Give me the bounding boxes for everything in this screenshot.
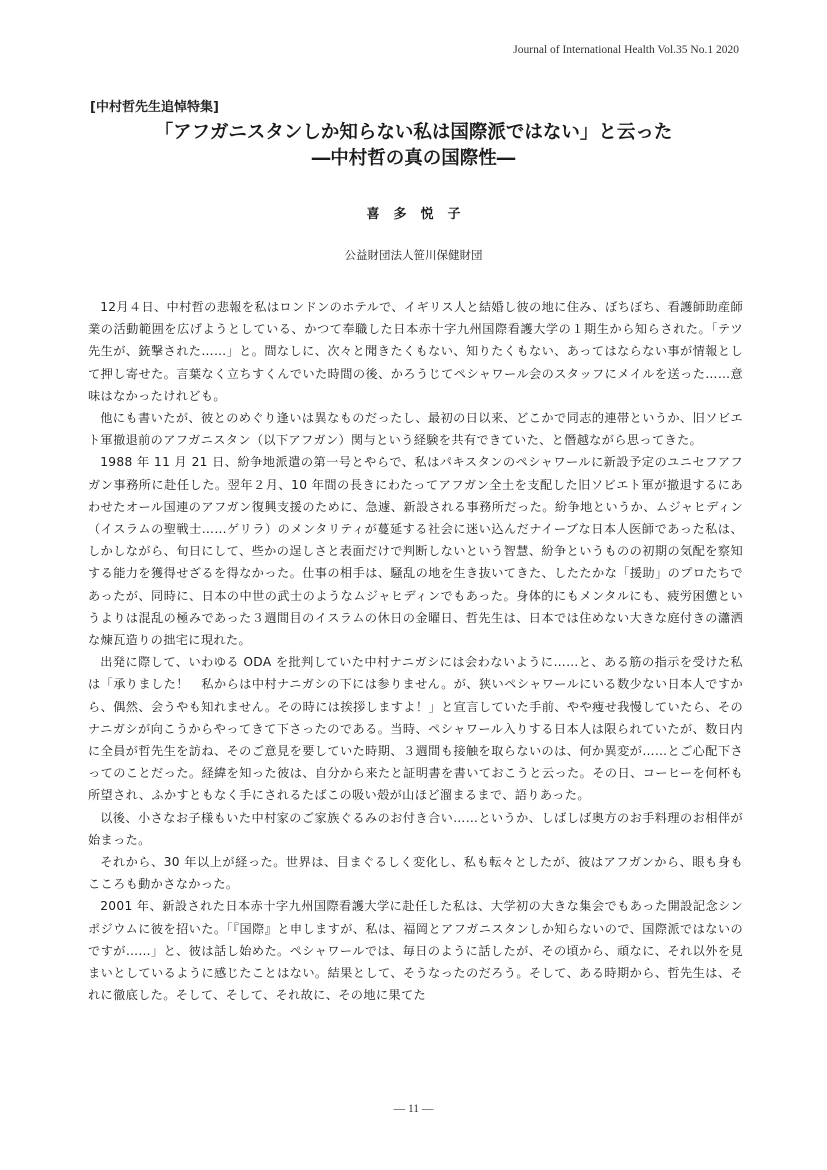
paragraph: 2001 年、新設された日本赤十字九州国際看護大学に赴任した私は、大学初の大きな集会でもあった開設記念シンポジウムに彼を招いた。「『国際』と申しますが、私は、福岡とアフガニスタンしか知らないので、国際派ではないのですが……」と、彼は話し始めた。ペシャワールでは、毎日のように話したが、その頃から、頑なに、それ以外を見まいとしているように感じたことはない。結果として、そうなったのだろう。そして、ある時期から、哲先生は、それに徹底した。そして、そして、それ故に、その地に果てた	[88, 899, 743, 1003]
paragraph: 12月４日、中村哲の悲報を私はロンドンのホテルで、イギリス人と結婚し彼の地に住み、ぼちぼち、看護師助産師業の活動範囲を広げようとしている、かつて奉職した日本赤十字九州国際看護大学の１期生から知らされた。「テツ先生が、銃撃された……」と。間なしに、次々と聞きたくもない、知りたくもない、あってはならない事が情報として押し寄せた。言葉なく立ちすくんでいた時間の後、かろうじてペシャワール会のスタッフにメイルを送った……意味はなかったけれども。	[88, 300, 743, 403]
author-name: 喜多悦子	[366, 207, 475, 222]
paragraph: 出発に際して、いわゆる ODA を批判していた中村ナニガシには会わないように……と、ある筋の指示を受けた私は「承りました！ 私からは中村ナニガシの下には参りません。が、狭いペシャワールにいる数少ない日本人ですから、偶然、会うやも知れません。その時には挨拶しますよ！」と宣言していた手前、やや痩せ我慢していたら、そのナニガシが向こうからやってきて下さったのである。当時、ペシャワール入りする日本人は限られていたが、数日内に全員が哲先生を訪ね、そのご意見を要していた時期、３週間も接触を取らないのは、何か異変が……とご心配下さってのことだった。経緯を知った彼は、自分から来たと証明書を書いておこうと云った。その日、コーヒーを何杯も所望され、ふかすともなく手にされるたばこの吸い殻が山ほど溜まるまで、語りあった。	[88, 655, 743, 803]
paragraph: 以後、小さなお子様もいた中村家のご家族ぐるみのお付き合い……というか、しばしば奥方のお手料理のお相伴が始まった。	[88, 810, 743, 847]
section-tag: [中村哲先生追悼特集]	[90, 100, 219, 115]
page-number: ― 11 ―	[393, 1103, 434, 1115]
article-title	[0, 120, 827, 172]
paragraph: それから、30 年以上が経った。世界は、目まぐるしく変化し、私も転々としたが、彼はアフガンから、眼も身もこころも動かさなかった。	[88, 855, 743, 892]
journal-header: Journal of International Health Vol.35 No.1 2020	[513, 44, 739, 56]
title-line-2: ―中村哲の真の国際性―	[311, 148, 516, 169]
title-line-1: 「アフガニスタンしか知らない私は国際派ではない」と云った	[154, 122, 673, 143]
author-affiliation: 公益財団法人笹川保健財団	[344, 248, 483, 262]
paragraph: 他にも書いたが、彼とのめぐり逢いは異なものだったし、最初の日以来、どこかで同志的連帯というか、旧ソビエト軍撤退前のアフガニスタン（以下アフガン）関与という経験を共有できていた、と僭越ながら思ってきた。	[88, 411, 743, 448]
paragraph: 1988 年 11 月 21 日、紛争地派遣の第一号とやらで、私はパキスタンのペシャワールに新設予定のユニセフアフガン事務所に赴任した。翌年２月、10 年間の長きにわたってアフガン全土を支配した旧ソビエト軍が撤退するにあわせたオール国連のアフガン復興支援のために、急遽、新設される事務所だった。紛争地というか、ムジャヒディン（イスラムの聖戦士……ゲリラ）のメンタリティが蔓延する社会に迷い込んだナイーブな日本人医師であった私は、しかしながら、旬日にして、些かの逞しさと表面だけで判断しないという智慧、紛争というものの初期の気配を察知する能力を獲得せざるを得なかった。仕事の相手は、騒乱の地を生き抜いてきた、したたかな「援助」のプロたちであったが、同時に、日本の中世の武士のようなムジャヒディンでもあった。身体的にもメンタルにも、疲労困憊というよりは混乱の極みであった３週間目のイスラムの休日の金曜日、哲先生は、日本では住めない大きな庭付きの瀟洒な煉瓦造りの拙宅に現れた。	[88, 455, 743, 648]
article-body	[88, 296, 743, 1007]
